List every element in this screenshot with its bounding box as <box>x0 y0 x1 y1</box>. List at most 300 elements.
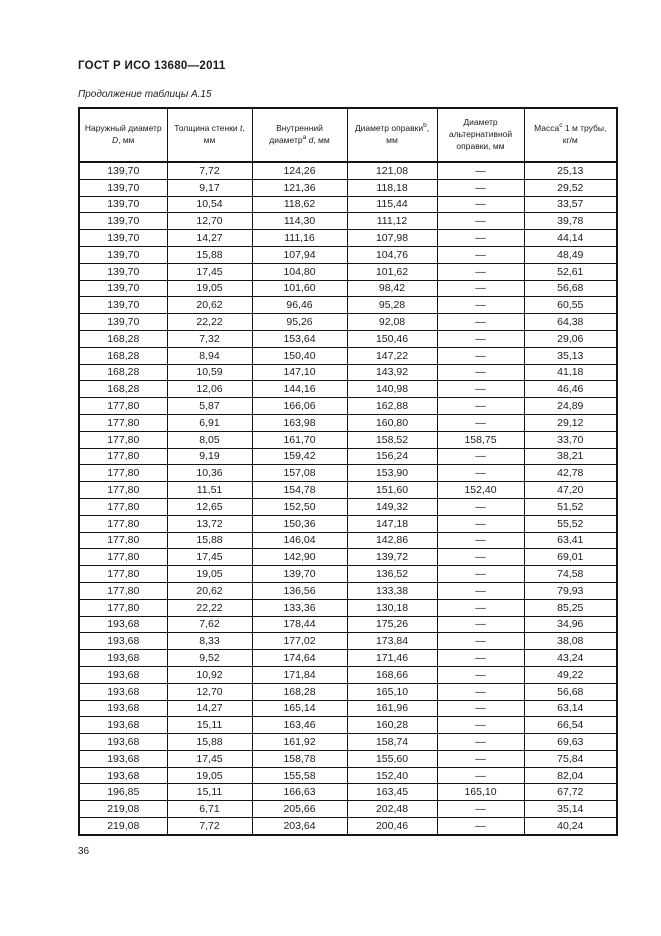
table-row <box>79 448 617 465</box>
table-cell: 46,46 <box>524 381 617 398</box>
table-cell: — <box>437 734 524 751</box>
column-header-mandrel-diameter <box>347 108 437 162</box>
table-row <box>79 498 617 515</box>
table-row <box>79 347 617 364</box>
table-cell: 29,52 <box>524 179 617 196</box>
table-cell: 163,46 <box>252 717 347 734</box>
table-cell: 178,44 <box>252 616 347 633</box>
table-cell: 155,58 <box>252 767 347 784</box>
header-text: Диаметр <box>463 117 498 128</box>
table-row <box>79 213 617 230</box>
table-cell: 150,36 <box>252 515 347 532</box>
table-row <box>79 683 617 700</box>
table-cell: 168,28 <box>79 330 167 347</box>
table-cell: — <box>437 381 524 398</box>
table-cell: 193,68 <box>79 666 167 683</box>
table-cell: 8,94 <box>167 347 252 364</box>
table-cell: 143,92 <box>347 364 437 381</box>
table-cell: 139,70 <box>79 230 167 247</box>
table-cell: 69,63 <box>524 734 617 751</box>
header-text: кг/м <box>562 135 578 145</box>
table-cell: 171,46 <box>347 650 437 667</box>
table-cell: 15,11 <box>167 717 252 734</box>
table-cell: 101,60 <box>252 280 347 297</box>
table-cell: 158,78 <box>252 750 347 767</box>
table-cell: 144,16 <box>252 381 347 398</box>
table-cell: 74,58 <box>524 566 617 583</box>
table-cell: 153,64 <box>252 330 347 347</box>
table-cell: 177,80 <box>79 448 167 465</box>
table-row <box>79 549 617 566</box>
table-cell: 13,72 <box>167 515 252 532</box>
header-symbol: t <box>240 123 243 134</box>
table-cell: 168,28 <box>252 683 347 700</box>
table-cell: — <box>437 213 524 230</box>
column-header-inner-diameter <box>252 108 347 162</box>
table-row <box>79 666 617 683</box>
table-cell: 168,28 <box>79 381 167 398</box>
table-cell: 17,45 <box>167 549 252 566</box>
table-cell: 75,84 <box>524 750 617 767</box>
table-cell: 165,10 <box>347 683 437 700</box>
table-cell: — <box>437 566 524 583</box>
table-cell: 96,46 <box>252 297 347 314</box>
table-cell: 177,80 <box>79 431 167 448</box>
table-cell: 5,87 <box>167 398 252 415</box>
table-cell: 33,70 <box>524 431 617 448</box>
header-text: мм <box>386 135 398 145</box>
table-cell: 17,45 <box>167 263 252 280</box>
table-cell: 40,24 <box>524 818 617 835</box>
table-cell: 147,18 <box>347 515 437 532</box>
header-text: мм <box>203 135 216 145</box>
header-symbol: D <box>111 135 119 145</box>
table-cell: 168,28 <box>79 364 167 381</box>
table-cell: 162,88 <box>347 398 437 415</box>
table-row <box>79 431 617 448</box>
table-cell: 136,52 <box>347 566 437 583</box>
table-cell: — <box>437 549 524 566</box>
table-cell: 92,08 <box>347 314 437 331</box>
table-cell: 24,89 <box>524 398 617 415</box>
table-cell: 43,24 <box>524 650 617 667</box>
table-header <box>79 108 617 162</box>
table-cell: — <box>437 398 524 415</box>
table-cell: 22,22 <box>167 599 252 616</box>
table-cell: — <box>437 650 524 667</box>
table-row <box>79 515 617 532</box>
table-cell: 193,68 <box>79 633 167 650</box>
table-cell: 177,80 <box>79 465 167 482</box>
table-body <box>79 162 617 835</box>
table-cell: 20,62 <box>167 297 252 314</box>
table-row <box>79 465 617 482</box>
table-cell: 153,90 <box>347 465 437 482</box>
table-cell: 139,70 <box>79 196 167 213</box>
table-cell: 33,57 <box>524 196 617 213</box>
table-cell: 52,61 <box>524 263 617 280</box>
table-cell: 193,68 <box>79 717 167 734</box>
table-row <box>79 717 617 734</box>
table-row <box>79 297 617 314</box>
table-cell: — <box>437 330 524 347</box>
table-cell: 60,55 <box>524 297 617 314</box>
doc-title: ГОСТ Р ИСО 13680—2011 <box>78 60 226 72</box>
header-symbol: d <box>308 135 314 145</box>
table-cell: 9,19 <box>167 448 252 465</box>
table-row <box>79 750 617 767</box>
table-cell: 177,80 <box>79 414 167 431</box>
table-cell: 177,80 <box>79 398 167 415</box>
table-cell: — <box>437 297 524 314</box>
table-cell: 56,68 <box>524 683 617 700</box>
table-row <box>79 330 617 347</box>
table-cell: 158,52 <box>347 431 437 448</box>
table-cell: 163,98 <box>252 414 347 431</box>
footnote-marker-b: b <box>423 122 427 130</box>
table-row <box>79 246 617 263</box>
table-cell: 177,02 <box>252 633 347 650</box>
table-cell: 142,90 <box>252 549 347 566</box>
table-cell: 157,08 <box>252 465 347 482</box>
table-cell: 7,72 <box>167 818 252 835</box>
table-cell: 158,74 <box>347 734 437 751</box>
table-cell: 177,80 <box>79 566 167 583</box>
table-cell: 41,18 <box>524 364 617 381</box>
table-cell: 121,36 <box>252 179 347 196</box>
table-cell: 219,08 <box>79 818 167 835</box>
header-text: , мм <box>118 135 135 145</box>
table-cell: 139,70 <box>79 213 167 230</box>
table-cell: — <box>437 414 524 431</box>
table-cell: 85,25 <box>524 599 617 616</box>
table-cell: 66,54 <box>524 717 617 734</box>
table-cell: 35,13 <box>524 347 617 364</box>
table-cell: — <box>437 498 524 515</box>
table-cell: 10,59 <box>167 364 252 381</box>
table-row <box>79 616 617 633</box>
table-row <box>79 650 617 667</box>
table-cell: 139,70 <box>79 263 167 280</box>
table-cell: — <box>437 179 524 196</box>
table-cell: 133,36 <box>252 599 347 616</box>
table-cell: 163,45 <box>347 784 437 801</box>
table-row <box>79 582 617 599</box>
table-cell: 150,40 <box>252 347 347 364</box>
table-cell: — <box>437 683 524 700</box>
table-cell: — <box>437 448 524 465</box>
table-row <box>79 179 617 196</box>
table-cell: 104,80 <box>252 263 347 280</box>
table-cell: 139,70 <box>79 179 167 196</box>
table-cell: 130,18 <box>347 599 437 616</box>
table-cell: 173,84 <box>347 633 437 650</box>
table-cell: 155,60 <box>347 750 437 767</box>
table-cell: 154,78 <box>252 482 347 499</box>
table-cell: 139,70 <box>79 297 167 314</box>
column-header-wall-thickness <box>167 108 252 162</box>
column-header-alt-mandrel-diameter <box>437 108 524 162</box>
table-cell: 168,66 <box>347 666 437 683</box>
table-cell: 111,12 <box>347 213 437 230</box>
table-cell: 29,06 <box>524 330 617 347</box>
header-text: Масса <box>534 123 560 134</box>
table-cell: — <box>437 280 524 297</box>
table-cell: 193,68 <box>79 767 167 784</box>
table-cell: 121,08 <box>347 162 437 179</box>
table-cell: 150,46 <box>347 330 437 347</box>
table-cell: 139,70 <box>252 566 347 583</box>
table-cell: 64,38 <box>524 314 617 331</box>
table-cell: 200,46 <box>347 818 437 835</box>
table-cell: 193,68 <box>79 700 167 717</box>
table-row <box>79 280 617 297</box>
table-row <box>79 162 617 179</box>
table-row <box>79 784 617 801</box>
table-cell: 193,68 <box>79 616 167 633</box>
table-row <box>79 532 617 549</box>
table-cell: 38,08 <box>524 633 617 650</box>
table-cell: 14,27 <box>167 700 252 717</box>
table-cell: 166,06 <box>252 398 347 415</box>
table-cell: — <box>437 599 524 616</box>
table-cell: 146,04 <box>252 532 347 549</box>
table-cell: 160,80 <box>347 414 437 431</box>
table-cell: 12,06 <box>167 381 252 398</box>
header-text: , мм <box>313 135 330 145</box>
table-cell: 193,68 <box>79 650 167 667</box>
table-cell: 165,10 <box>437 784 524 801</box>
table-cell: 98,42 <box>347 280 437 297</box>
table-cell: 22,22 <box>167 314 252 331</box>
table-caption: Продолжение таблицы А.15 <box>78 89 212 100</box>
table-cell: 111,16 <box>252 230 347 247</box>
table-cell: 139,70 <box>79 314 167 331</box>
table-cell: 114,30 <box>252 213 347 230</box>
table-cell: 149,32 <box>347 498 437 515</box>
table-row <box>79 230 617 247</box>
table-cell: — <box>437 230 524 247</box>
table-cell: 193,68 <box>79 750 167 767</box>
table-row <box>79 364 617 381</box>
table-row <box>79 599 617 616</box>
column-header-mass <box>524 108 617 162</box>
header-text: Диаметр оправки <box>354 123 424 134</box>
table-cell: 219,08 <box>79 801 167 818</box>
table-cell: 115,44 <box>347 196 437 213</box>
table-cell: 107,98 <box>347 230 437 247</box>
table-cell: — <box>437 582 524 599</box>
table-cell: — <box>437 750 524 767</box>
table-cell: 177,80 <box>79 549 167 566</box>
table-cell: 82,04 <box>524 767 617 784</box>
table-cell: 160,28 <box>347 717 437 734</box>
table-cell: 158,75 <box>437 431 524 448</box>
table-cell: 56,68 <box>524 280 617 297</box>
table-cell: 39,78 <box>524 213 617 230</box>
table-cell: 168,28 <box>79 347 167 364</box>
table-cell: — <box>437 616 524 633</box>
table-cell: 151,60 <box>347 482 437 499</box>
header-text: оправки, мм <box>456 140 505 151</box>
table-cell: 48,49 <box>524 246 617 263</box>
table-cell: — <box>437 263 524 280</box>
table-row <box>79 818 617 835</box>
table-cell: 25,13 <box>524 162 617 179</box>
table-row <box>79 801 617 818</box>
table-cell: — <box>437 196 524 213</box>
table-cell: 38,21 <box>524 448 617 465</box>
table-cell: 19,05 <box>167 767 252 784</box>
table-cell: — <box>437 364 524 381</box>
table-cell: 47,20 <box>524 482 617 499</box>
table-cell: 63,14 <box>524 700 617 717</box>
table-cell: 159,42 <box>252 448 347 465</box>
table-cell: 104,76 <box>347 246 437 263</box>
table-cell: 42,78 <box>524 465 617 482</box>
table-cell: 34,96 <box>524 616 617 633</box>
table-cell: — <box>437 347 524 364</box>
table-cell: 152,40 <box>437 482 524 499</box>
table-cell: — <box>437 801 524 818</box>
table-cell: 7,32 <box>167 330 252 347</box>
table-row <box>79 482 617 499</box>
table-cell: — <box>437 818 524 835</box>
header-text: альтернативной <box>448 129 513 140</box>
table-cell: 6,91 <box>167 414 252 431</box>
table-cell: 67,72 <box>524 784 617 801</box>
table-cell: 12,70 <box>167 213 252 230</box>
table-row <box>79 196 617 213</box>
table-cell: 193,68 <box>79 683 167 700</box>
table-cell: 8,05 <box>167 431 252 448</box>
table-cell: — <box>437 717 524 734</box>
table-cell: 14,27 <box>167 230 252 247</box>
table-cell: 20,62 <box>167 582 252 599</box>
table-cell: 205,66 <box>252 801 347 818</box>
table-cell: — <box>437 532 524 549</box>
table-cell: 177,80 <box>79 532 167 549</box>
table-cell: 140,98 <box>347 381 437 398</box>
table-cell: 95,28 <box>347 297 437 314</box>
table-cell: 161,96 <box>347 700 437 717</box>
table-cell: 12,65 <box>167 498 252 515</box>
footnote-marker-c: c <box>559 122 563 130</box>
table-cell: 11,51 <box>167 482 252 499</box>
header-text: Наружный диаметр <box>84 123 162 134</box>
table-cell: — <box>437 666 524 683</box>
table-row <box>79 566 617 583</box>
table-row <box>79 767 617 784</box>
column-header-outer-diameter <box>79 108 167 162</box>
header-text: Толщина стенки <box>174 123 241 134</box>
table-cell: 10,92 <box>167 666 252 683</box>
table-cell: 161,70 <box>252 431 347 448</box>
table-cell: 51,52 <box>524 498 617 515</box>
table-cell: 15,88 <box>167 734 252 751</box>
table-cell: — <box>437 767 524 784</box>
table-cell: 10,54 <box>167 196 252 213</box>
table-cell: — <box>437 465 524 482</box>
table-cell: 161,92 <box>252 734 347 751</box>
table-cell: 55,52 <box>524 515 617 532</box>
table-row <box>79 414 617 431</box>
table-cell: 171,84 <box>252 666 347 683</box>
table-cell: 15,88 <box>167 532 252 549</box>
table-cell: 177,80 <box>79 582 167 599</box>
header-row <box>79 108 617 162</box>
table-row <box>79 398 617 415</box>
table-cell: 69,01 <box>524 549 617 566</box>
table-cell: 101,62 <box>347 263 437 280</box>
table-cell: 174,64 <box>252 650 347 667</box>
table-cell: 177,80 <box>79 599 167 616</box>
table-cell: 15,11 <box>167 784 252 801</box>
table-cell: 175,26 <box>347 616 437 633</box>
table-cell: 136,56 <box>252 582 347 599</box>
table-cell: 9,52 <box>167 650 252 667</box>
header-text: , <box>426 123 430 134</box>
table-cell: — <box>437 515 524 532</box>
table-cell: 12,70 <box>167 683 252 700</box>
table-cell: 35,14 <box>524 801 617 818</box>
table-row <box>79 381 617 398</box>
table-cell: 139,72 <box>347 549 437 566</box>
table-cell: 147,22 <box>347 347 437 364</box>
table-row <box>79 633 617 650</box>
table-cell: 166,63 <box>252 784 347 801</box>
table-cell: 10,36 <box>167 465 252 482</box>
page-number: 36 <box>78 846 90 857</box>
table-cell: 7,72 <box>167 162 252 179</box>
table-cell: 79,93 <box>524 582 617 599</box>
table-cell: 196,85 <box>79 784 167 801</box>
table-cell: 29,12 <box>524 414 617 431</box>
table-row <box>79 263 617 280</box>
table-cell: 133,38 <box>347 582 437 599</box>
table-cell: — <box>437 633 524 650</box>
table-cell: 177,80 <box>79 498 167 515</box>
table-cell: 165,14 <box>252 700 347 717</box>
header-text: Внутренний <box>276 123 323 134</box>
header-text: диаметр <box>269 135 303 145</box>
table-cell: 7,62 <box>167 616 252 633</box>
table-cell: 193,68 <box>79 734 167 751</box>
table-cell: 139,70 <box>79 246 167 263</box>
header-text: 1 м трубы, <box>562 123 607 134</box>
table-cell: 147,10 <box>252 364 347 381</box>
table-cell: 139,70 <box>79 162 167 179</box>
header-text: , <box>242 123 245 134</box>
table-cell: 19,05 <box>167 280 252 297</box>
table-cell: 63,41 <box>524 532 617 549</box>
table-cell: 156,24 <box>347 448 437 465</box>
table-cell: 152,40 <box>347 767 437 784</box>
data-table <box>78 107 618 836</box>
table-cell: 124,26 <box>252 162 347 179</box>
table-cell: 95,26 <box>252 314 347 331</box>
table-cell: 202,48 <box>347 801 437 818</box>
table-cell: 118,62 <box>252 196 347 213</box>
table-cell: 107,94 <box>252 246 347 263</box>
table-cell: 203,64 <box>252 818 347 835</box>
table-cell: 8,33 <box>167 633 252 650</box>
table-cell: 6,71 <box>167 801 252 818</box>
table-cell: 15,88 <box>167 246 252 263</box>
table-cell: 152,50 <box>252 498 347 515</box>
table-cell: 139,70 <box>79 280 167 297</box>
table-cell: 177,80 <box>79 515 167 532</box>
